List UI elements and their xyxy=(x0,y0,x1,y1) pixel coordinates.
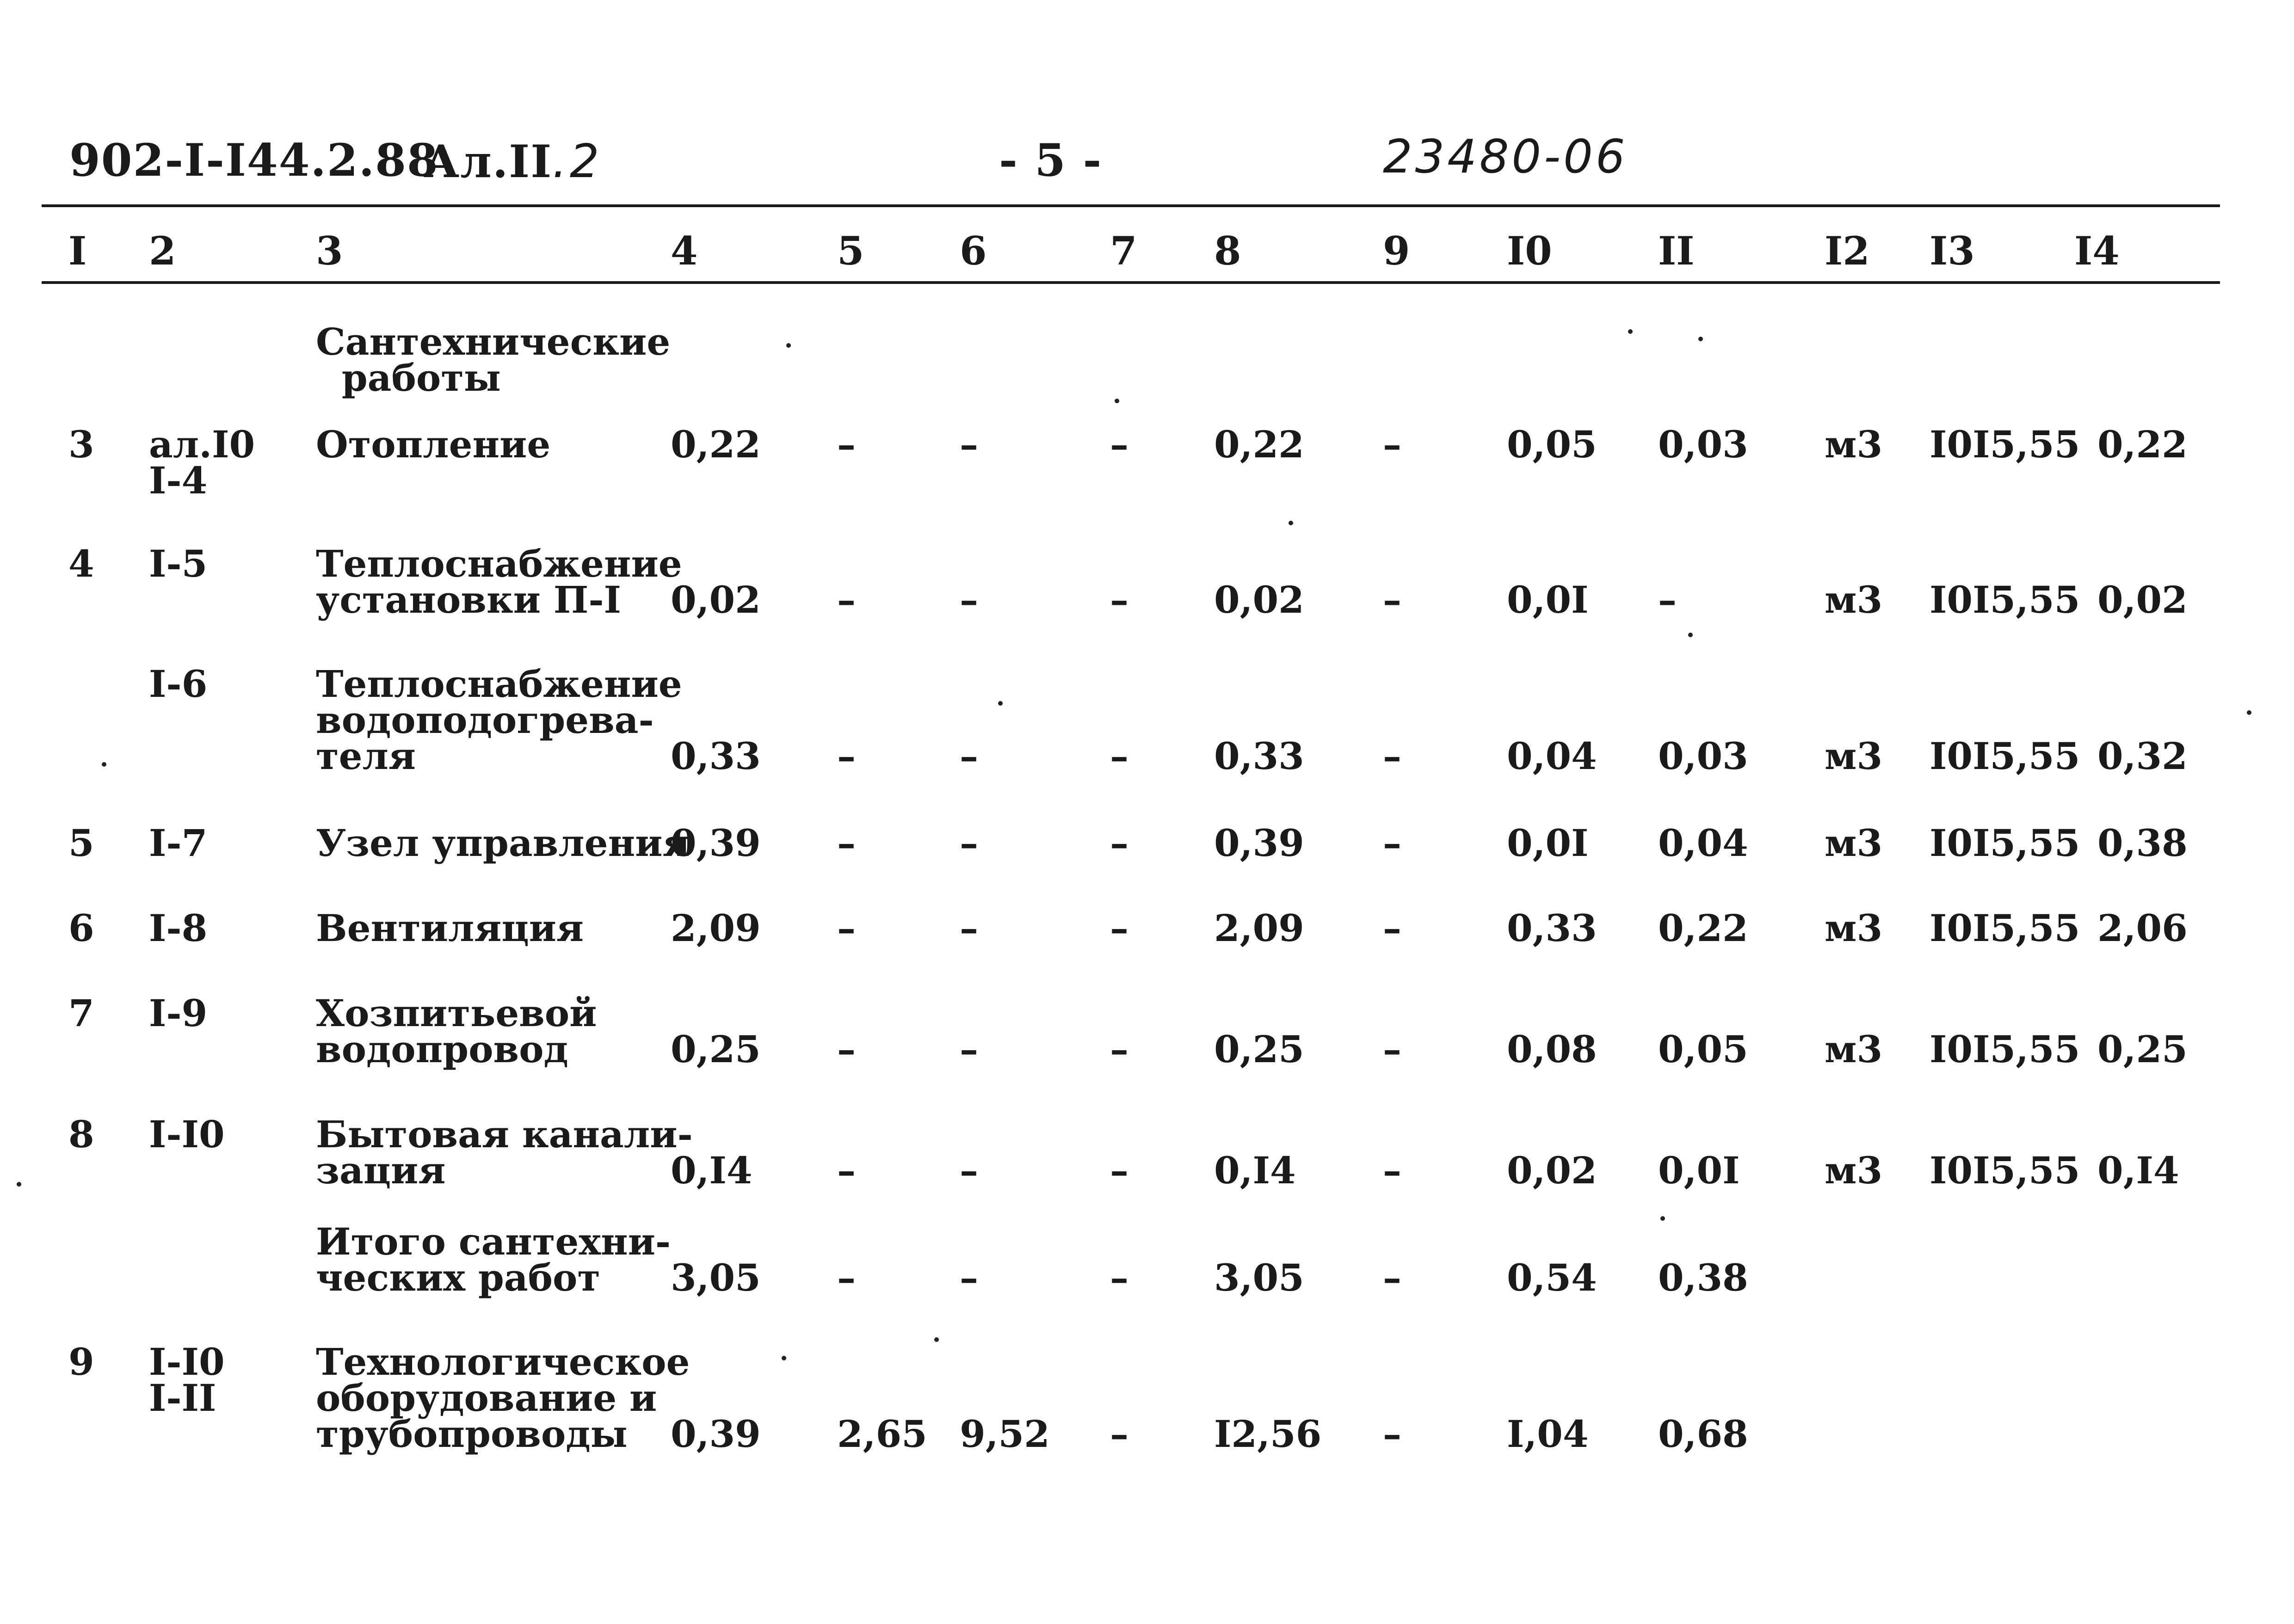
cell-c4: 0,39 xyxy=(671,821,761,865)
cell-c4: 0,39 xyxy=(671,1412,761,1456)
cell-c7: – xyxy=(1110,578,1128,621)
cell-c8: 3,05 xyxy=(1214,1256,1304,1299)
cell-number: 9 xyxy=(68,1340,94,1384)
scan-speck xyxy=(1289,521,1293,525)
cell-c8: 0,33 xyxy=(1214,734,1304,778)
cell-c12: м3 xyxy=(1825,1027,1883,1071)
cell-reference: I-5 xyxy=(149,542,208,585)
cell-c13: I0I5,55 xyxy=(1930,423,2080,466)
cell-c8: 0,25 xyxy=(1214,1027,1304,1071)
cell-c13: I0I5,55 xyxy=(1930,578,2080,621)
cell-c9: – xyxy=(1383,423,1401,466)
scan-speck xyxy=(17,1182,21,1187)
cell-c11: 0,04 xyxy=(1658,821,1748,865)
scan-speck xyxy=(102,762,106,767)
column-header-3: 3 xyxy=(316,228,343,274)
column-header-4: 4 xyxy=(671,228,698,274)
cell-c7: – xyxy=(1110,423,1128,466)
cell-c8: 0,22 xyxy=(1214,423,1304,466)
cell-c5: – xyxy=(837,821,856,865)
scan-speck xyxy=(1688,633,1693,637)
document-code: 902-I-I44.2.88 xyxy=(69,134,439,186)
cell-c7: – xyxy=(1110,821,1128,865)
scan-speck xyxy=(1660,1216,1665,1221)
column-header-10: I0 xyxy=(1507,228,1552,274)
cell-c14: 0,I4 xyxy=(2097,1149,2179,1192)
page-number: - 5 - xyxy=(999,134,1103,186)
scan-speck xyxy=(2247,710,2251,715)
cell-c5: – xyxy=(837,906,856,950)
cell-c11: 0,22 xyxy=(1658,906,1748,950)
cell-c12: м3 xyxy=(1825,734,1883,778)
cell-c11: 0,68 xyxy=(1658,1412,1748,1456)
cell-c5: – xyxy=(837,1027,856,1071)
cell-c8: 0,39 xyxy=(1214,821,1304,865)
cell-c6: – xyxy=(960,1027,978,1071)
cell-c10: 0,02 xyxy=(1507,1149,1597,1192)
cell-c9: – xyxy=(1383,578,1401,621)
cell-number: 8 xyxy=(68,1113,94,1156)
cell-reference: I-7 xyxy=(149,821,208,865)
cell-number: 5 xyxy=(68,821,94,865)
cell-c11: 0,03 xyxy=(1658,423,1748,466)
cell-c14: 0,38 xyxy=(2097,821,2188,865)
cell-c7: – xyxy=(1110,1027,1128,1071)
cell-c12: м3 xyxy=(1825,906,1883,950)
column-header-11: II xyxy=(1658,228,1695,274)
cell-c6: – xyxy=(960,423,978,466)
cell-c4: 0,02 xyxy=(671,578,761,621)
column-header-6: 6 xyxy=(960,228,987,274)
cell-c4: 0,I4 xyxy=(671,1149,752,1192)
inventory-number: 23480-06 xyxy=(1383,129,1628,184)
cell-c12: м3 xyxy=(1825,1149,1883,1192)
cell-c10: 0,0I xyxy=(1507,821,1589,865)
cell-c5: – xyxy=(837,578,856,621)
cell-reference: I-8 xyxy=(149,906,208,950)
cell-c7: – xyxy=(1110,734,1128,778)
cell-name: Узел управления xyxy=(316,821,690,865)
cell-c6: – xyxy=(960,821,978,865)
cell-c4: 0,25 xyxy=(671,1027,761,1071)
cell-c10: I,04 xyxy=(1507,1412,1589,1456)
cell-c10: 0,0I xyxy=(1507,578,1589,621)
cell-c8: 2,09 xyxy=(1214,906,1304,950)
cell-number: 7 xyxy=(68,991,94,1035)
cell-c14: 0,25 xyxy=(2097,1027,2188,1071)
cell-c14: 0,32 xyxy=(2097,734,2188,778)
cell-c12: м3 xyxy=(1825,578,1883,621)
cell-name: Бытовая канали- зация xyxy=(316,1113,693,1192)
column-header-2: 2 xyxy=(149,228,176,274)
cell-c10: 0,54 xyxy=(1507,1256,1597,1299)
cell-name: Итого сантехни- ческих работ xyxy=(316,1220,671,1299)
cell-c9: – xyxy=(1383,1412,1401,1456)
cell-reference: I-9 xyxy=(149,991,208,1035)
cell-c7: – xyxy=(1110,1256,1128,1299)
cell-c6: – xyxy=(960,1256,978,1299)
cell-name: Теплоснабжение установки П-I xyxy=(316,542,682,621)
cell-c11: 0,03 xyxy=(1658,734,1748,778)
cell-c4: 0,22 xyxy=(671,423,761,466)
cell-c9: – xyxy=(1383,1149,1401,1192)
cell-c12: м3 xyxy=(1825,821,1883,865)
cell-c5: – xyxy=(837,423,856,466)
cell-number: 3 xyxy=(68,423,94,466)
cell-name: Отопление xyxy=(316,423,551,466)
cell-c13: I0I5,55 xyxy=(1930,1027,2080,1071)
cell-c11: – xyxy=(1658,578,1677,621)
cell-c4: 3,05 xyxy=(671,1256,761,1299)
cell-c9: – xyxy=(1383,1256,1401,1299)
scan-speck xyxy=(1628,329,1633,334)
cell-c6: – xyxy=(960,578,978,621)
cell-c9: – xyxy=(1383,1027,1401,1071)
cell-c10: 0,08 xyxy=(1507,1027,1597,1071)
cell-c9: – xyxy=(1383,906,1401,950)
cell-c13: I0I5,55 xyxy=(1930,906,2080,950)
section-title: Сантехнические работы xyxy=(316,320,671,400)
cell-c9: – xyxy=(1383,821,1401,865)
cell-c4: 0,33 xyxy=(671,734,761,778)
top-rule xyxy=(42,204,2220,207)
cell-name: Вентиляция xyxy=(316,906,584,950)
cell-c7: – xyxy=(1110,1149,1128,1192)
header-bottom-rule xyxy=(42,281,2220,284)
cell-reference: I-6 xyxy=(149,662,208,706)
cell-c13: I0I5,55 xyxy=(1930,734,2080,778)
cell-c13: I0I5,55 xyxy=(1930,821,2080,865)
column-header-7: 7 xyxy=(1110,228,1137,274)
cell-name: Технологическое оборудование и трубопроводы xyxy=(316,1340,690,1456)
cell-c6: – xyxy=(960,1149,978,1192)
cell-c14: 0,02 xyxy=(2097,578,2188,621)
column-header-12: I2 xyxy=(1825,228,1870,274)
cell-name: Теплоснабжение водоподогрева- теля xyxy=(316,662,682,778)
cell-c5: – xyxy=(837,1256,856,1299)
scan-speck xyxy=(998,701,1003,706)
cell-c14: 0,22 xyxy=(2097,423,2188,466)
cell-number: 6 xyxy=(68,906,94,950)
column-header-8: 8 xyxy=(1214,228,1241,274)
cell-reference: I-I0 I-II xyxy=(149,1340,225,1420)
cell-c10: 0,05 xyxy=(1507,423,1597,466)
column-header-5: 5 xyxy=(837,228,864,274)
cell-c6: 9,52 xyxy=(960,1412,1050,1456)
cell-c13: I0I5,55 xyxy=(1930,1149,2080,1192)
cell-c8: 0,02 xyxy=(1214,578,1304,621)
cell-c6: – xyxy=(960,906,978,950)
scan-speck xyxy=(782,1356,786,1360)
cell-c12: м3 xyxy=(1825,423,1883,466)
cell-c8: 0,I4 xyxy=(1214,1149,1296,1192)
column-header-9: 9 xyxy=(1383,228,1410,274)
cell-c10: 0,33 xyxy=(1507,906,1597,950)
cell-reference: I-I0 xyxy=(149,1113,225,1156)
album-prefix: Ал.II xyxy=(423,135,553,188)
cell-c7: – xyxy=(1110,906,1128,950)
cell-c11: 0,0I xyxy=(1658,1149,1740,1192)
album-suffix: .2 xyxy=(552,134,602,188)
cell-c5: – xyxy=(837,734,856,778)
cell-c4: 2,09 xyxy=(671,906,761,950)
cell-c6: – xyxy=(960,734,978,778)
scan-speck xyxy=(1698,337,1703,341)
scan-speck xyxy=(1115,399,1119,403)
cell-number: 4 xyxy=(68,542,94,585)
column-header-1: I xyxy=(68,228,87,274)
cell-c14: 2,06 xyxy=(2097,906,2188,950)
cell-c9: – xyxy=(1383,734,1401,778)
cell-reference: ал.I0 I-4 xyxy=(149,423,255,502)
column-header-13: I3 xyxy=(1930,228,1975,274)
cell-name: Хозпитьевой водопровод xyxy=(316,991,597,1071)
cell-c8: I2,56 xyxy=(1214,1412,1322,1456)
scan-speck xyxy=(786,343,791,348)
cell-c11: 0,05 xyxy=(1658,1027,1748,1071)
cell-c11: 0,38 xyxy=(1658,1256,1748,1299)
cell-c5: – xyxy=(837,1149,856,1192)
cell-c7: – xyxy=(1110,1412,1128,1456)
cell-c10: 0,04 xyxy=(1507,734,1597,778)
album-number xyxy=(423,134,602,188)
column-header-14: I4 xyxy=(2074,228,2120,274)
scan-speck xyxy=(934,1337,939,1342)
cell-c5: 2,65 xyxy=(837,1412,927,1456)
